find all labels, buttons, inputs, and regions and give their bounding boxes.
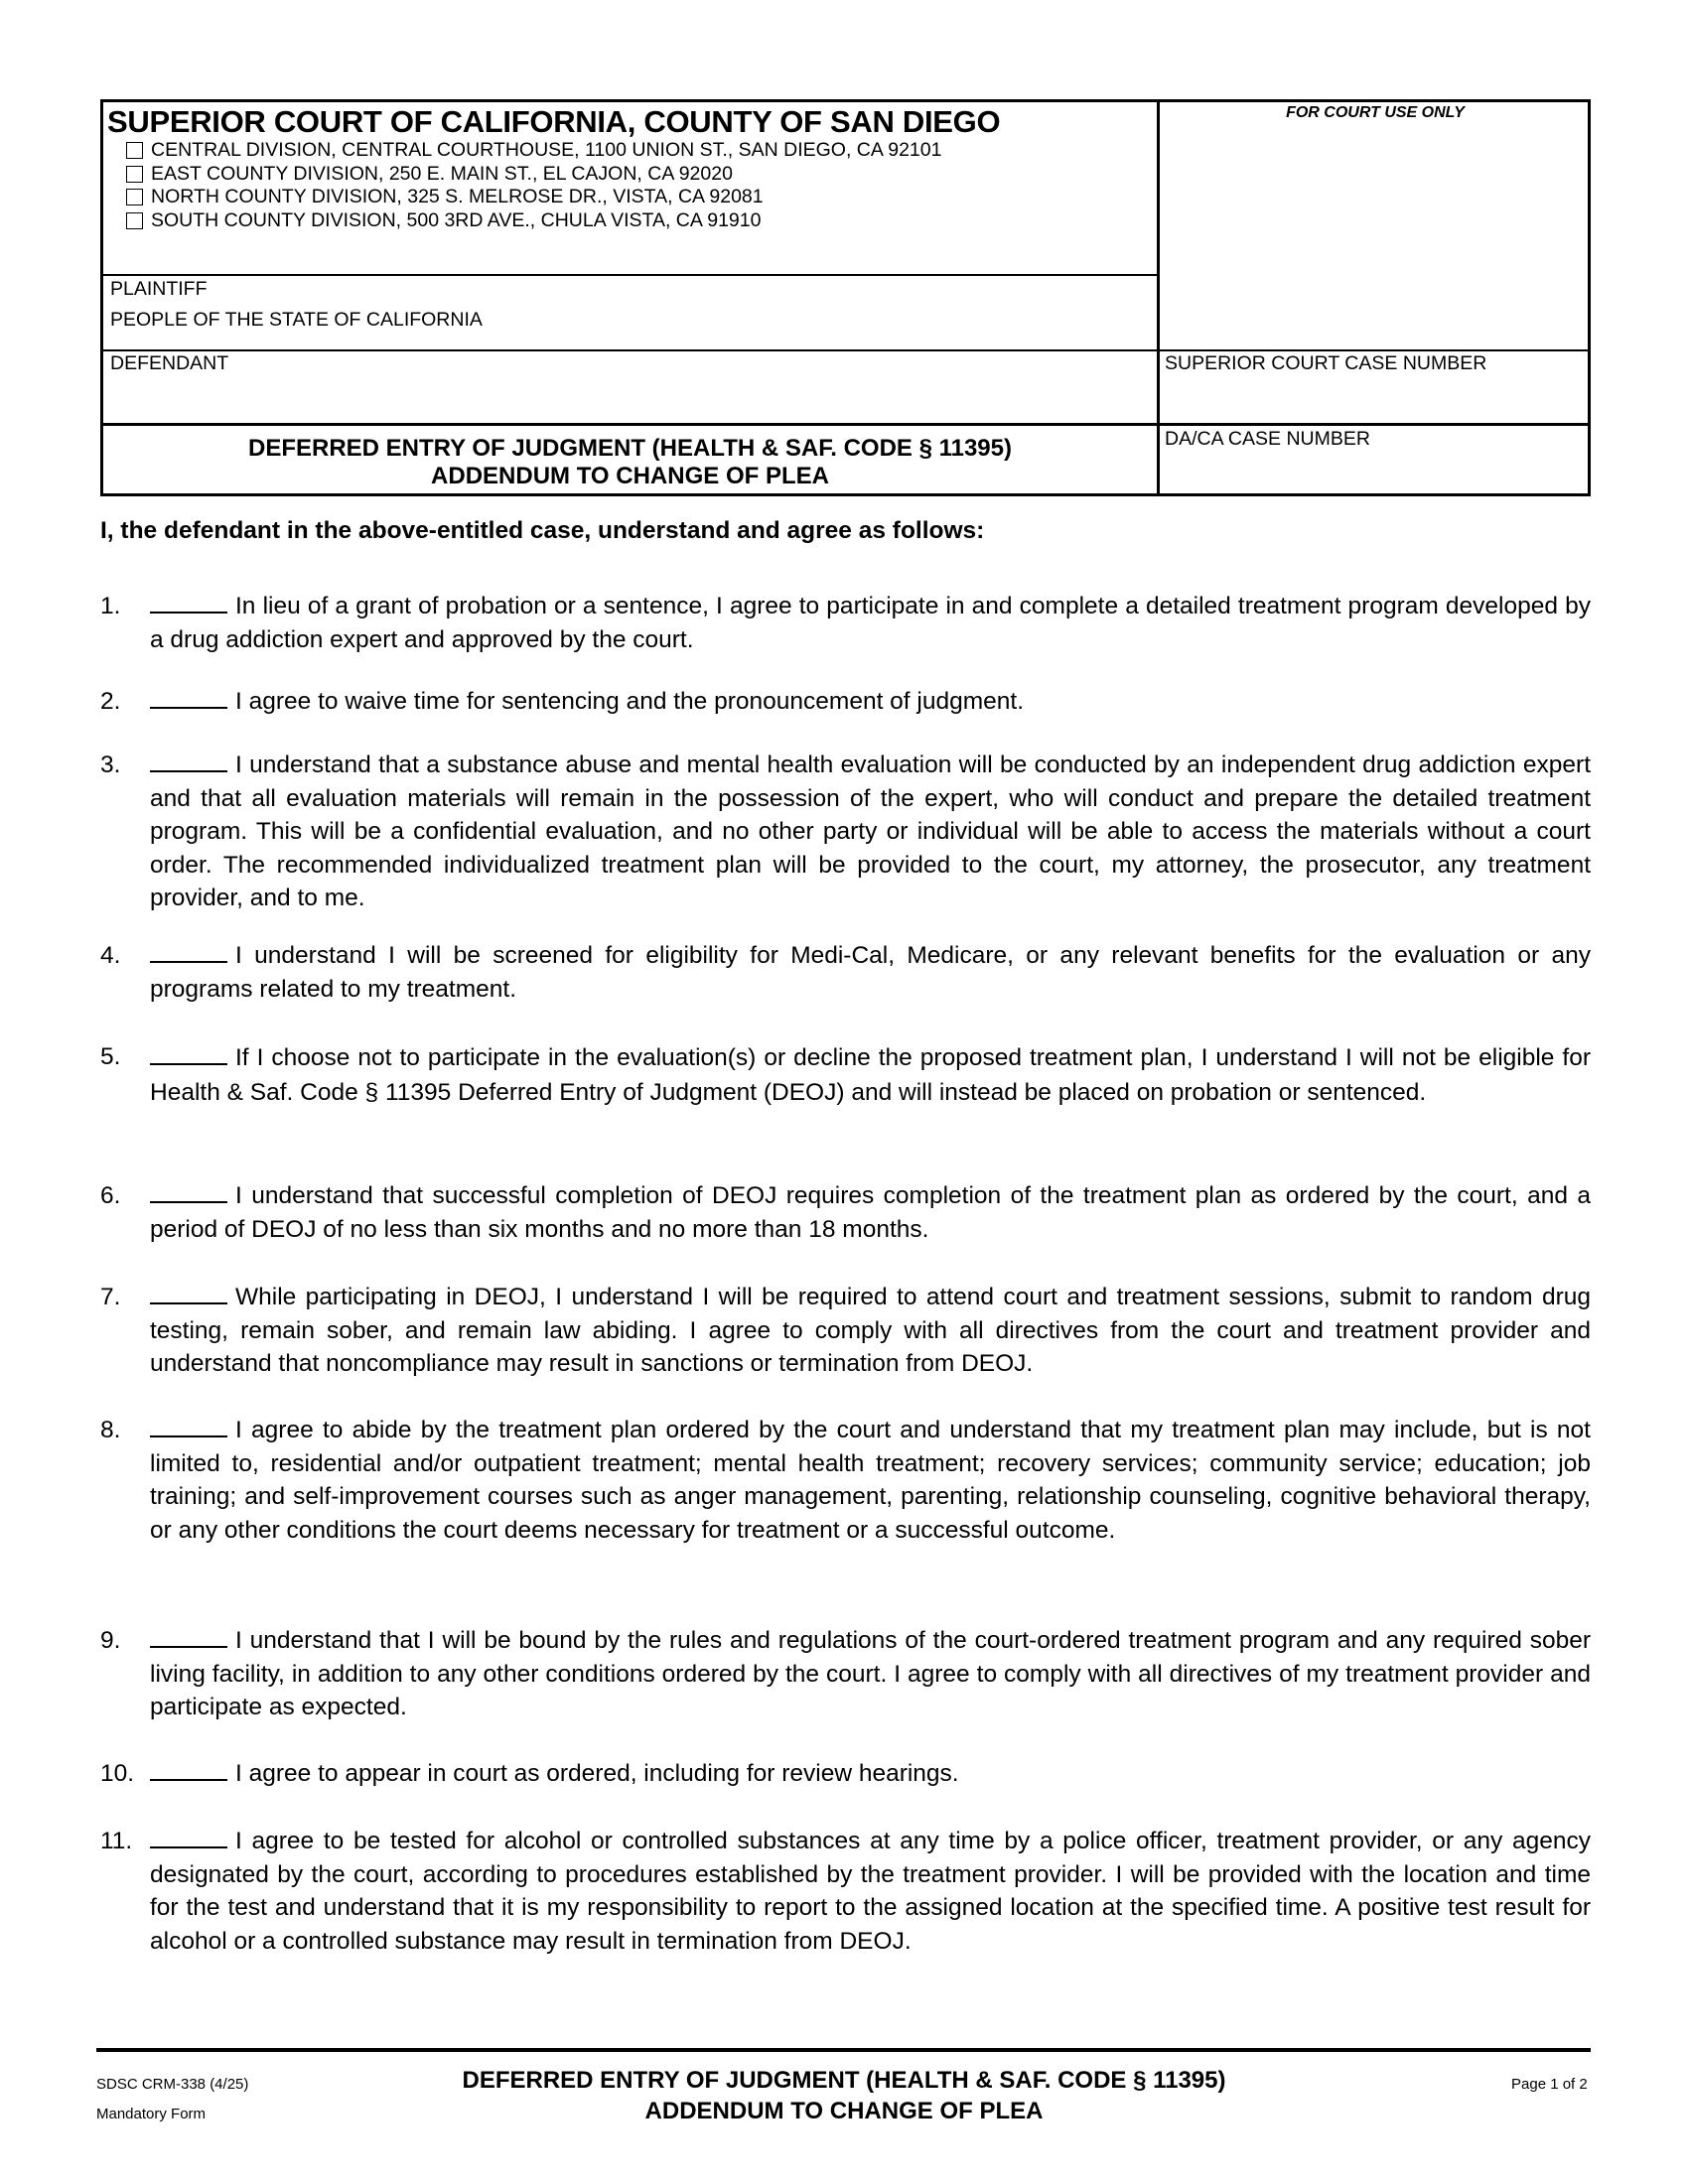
initials-field[interactable]: [150, 749, 227, 772]
document-title-line2: ADDENDUM TO CHANGE OF PLEA: [431, 463, 829, 489]
division-option-north-county[interactable]: [126, 186, 941, 209]
court-use-area: [1160, 126, 1591, 346]
initials-field[interactable]: [150, 1757, 227, 1781]
plaintiff-value: PEOPLE OF THE STATE OF CALIFORNIA: [110, 309, 483, 331]
division-label: CENTRAL DIVISION, CENTRAL COURTHOUSE, 1100 UNION ST., SAN DIEGO, CA 92101: [151, 139, 942, 162]
item-number: 1.: [100, 593, 121, 619]
superior-court-case-number-label: SUPERIOR COURT CASE NUMBER: [1165, 352, 1487, 374]
document-title-line1: DEFERRED ENTRY OF JUDGMENT (HEALTH & SAF. CODE § 11395): [247, 435, 1012, 462]
agreement-item: [100, 1179, 1591, 1246]
initials-field[interactable]: [150, 1179, 227, 1203]
agreement-item: [100, 1281, 1591, 1381]
initials-field[interactable]: [150, 1281, 227, 1304]
divider-line: [103, 349, 1157, 351]
footer-title-line1: DEFERRED ENTRY OF JUDGMENT (HEALTH & SAF. CODE § 11395): [462, 2067, 1226, 2094]
page-number: Page 1 of 2: [1511, 2076, 1588, 2093]
division-label: EAST COUNTY DIVISION, 250 E. MAIN ST., EL CAJON, CA 92020: [151, 162, 733, 185]
initials-field[interactable]: [150, 590, 227, 614]
division-list: [126, 139, 941, 232]
division-label: SOUTH COUNTY DIVISION, 500 3RD AVE., CHULA VISTA, CA 91910: [151, 208, 762, 231]
checkbox-icon[interactable]: [126, 142, 143, 159]
item-text: If I choose not to participate in the evaluation(s) or decline the proposed treatment plan, I understand I will not be eligible for Health & Saf. Code § 11395 Deferred Entry of Judgment (DEOJ) and will instead be placed on probation or sentenced.: [150, 1044, 1591, 1106]
caption-box: [100, 99, 1591, 496]
item-number: 2.: [100, 688, 121, 715]
for-court-use-label: FOR COURT USE ONLY: [1286, 104, 1465, 121]
division-option-central[interactable]: [126, 139, 941, 163]
mandatory-form-label: Mandatory Form: [96, 2106, 207, 2122]
agreement-item: [100, 685, 1591, 719]
item-text: I understand that I will be bound by the rules and regulations of the court-ordered treatment program and any required sober living facility, in addition to any other conditions ordered by the court. I agree to comply with all directives of my treatment provider and participate as expected.: [150, 1627, 1591, 1720]
item-number: 9.: [100, 1627, 121, 1654]
initials-field[interactable]: [150, 1414, 227, 1437]
footer-title: [298, 2065, 1390, 2126]
agreement-item: [100, 1757, 1591, 1791]
item-text: I understand that a substance abuse and mental health evaluation will be conducted by an independent drug addiction expert and that all evaluation materials will remain in the possession of the expert, who will conduct and prepare the detailed treatment program. This will be a confidential evaluation, and no other party or individual will be able to access the materials without a court order. The recommended individualized treatment plan will be provided to the court, my attorney, the prosecutor, any treatment provider, and to me.: [150, 751, 1591, 911]
item-text: I agree to appear in court as ordered, including for review hearings.: [235, 1760, 959, 1787]
item-text: I agree to abide by the treatment plan ordered by the court and understand that my treatment plan may include, but is not limited to, residential and/or outpatient treatment; mental health treatment; recovery services; community service; education; job training; and self-improvement courses such as anger management, parenting, relationship counseling, cognitive behavioral therapy, or any other conditions the court deems necessary for treatment or a successful outcome.: [150, 1417, 1591, 1544]
form-id: SDSC CRM-338 (4/25): [96, 2076, 249, 2093]
agreement-item: [100, 1624, 1591, 1724]
daca-case-number-label: DA/CA CASE NUMBER: [1165, 428, 1370, 450]
division-label: NORTH COUNTY DIVISION, 325 S. MELROSE DR., VISTA, CA 92081: [151, 186, 764, 208]
item-number: 6.: [100, 1182, 121, 1209]
item-text: I understand that successful completion of DEOJ requires completion of the treatment plan as ordered by the court, and a period of DEOJ of no less than six months and no more than 18 months.: [150, 1182, 1591, 1243]
item-number: 4.: [100, 942, 121, 969]
agreement-item: [100, 1414, 1591, 1547]
item-text: In lieu of a grant of probation or a sentence, I agree to participate in and complete a detailed treatment program developed by a drug addiction expert and approved by the court.: [150, 593, 1591, 653]
divider-line: [103, 274, 1157, 276]
checkbox-icon[interactable]: [126, 212, 143, 229]
initials-field[interactable]: [150, 1041, 227, 1065]
divider-line: [103, 423, 1157, 426]
checkbox-icon[interactable]: [126, 189, 143, 205]
initials-field[interactable]: [150, 939, 227, 963]
defendant-field[interactable]: [110, 378, 1148, 418]
item-text: I agree to be tested for alcohol or controlled substances at any time by a police officer, treatment provider, or any agency designated by the court, according to procedures established by the treatment provider. I will be provided with the location and time for the test and understand that it is my responsibility to report to the assigned location at the specified time. A positive test result for alcohol or a controlled substance may result in termination from DEOJ.: [150, 1828, 1591, 1955]
divider-line: [1160, 349, 1591, 351]
agreement-item: [100, 1825, 1591, 1958]
division-option-east-county[interactable]: [126, 163, 941, 187]
agreement-item: [100, 590, 1591, 656]
item-number: 11.: [100, 1828, 133, 1854]
plaintiff-label: PLAINTIFF: [110, 278, 208, 300]
checkbox-icon[interactable]: [126, 166, 143, 183]
daca-case-number-field[interactable]: [1165, 452, 1582, 491]
initials-field[interactable]: [150, 685, 227, 709]
item-number: 10.: [100, 1760, 135, 1787]
initials-field[interactable]: [150, 1624, 227, 1648]
item-text: I agree to waive time for sentencing and the pronouncement of judgment.: [235, 688, 1025, 715]
footer-divider: [96, 2048, 1591, 2052]
item-number: 7.: [100, 1284, 121, 1310]
footer-title-line2: ADDENDUM TO CHANGE OF PLEA: [644, 2098, 1044, 2124]
item-number: 3.: [100, 751, 121, 778]
superior-court-case-number-field[interactable]: [1165, 378, 1582, 418]
agreement-item: [100, 939, 1591, 1006]
item-number: 5.: [100, 1043, 121, 1070]
division-option-south-county[interactable]: [126, 209, 941, 233]
item-number: 8.: [100, 1417, 121, 1443]
agreement-item: [100, 1040, 1591, 1110]
court-title: SUPERIOR COURT OF CALIFORNIA, COUNTY OF SAN DIEGO: [107, 104, 1001, 139]
agreement-item: [100, 749, 1591, 915]
document-title: [103, 435, 1157, 490]
item-text: While participating in DEOJ, I understand I will be required to attend court and treatment sessions, submit to random drug testing, remain sober, and remain law abiding. I agree to comply with all directives from the court and treatment provider and understand that noncompliance may result in sanctions or termination from DEOJ.: [150, 1284, 1591, 1377]
divider-line: [1160, 423, 1591, 426]
defendant-label: DEFENDANT: [110, 352, 229, 374]
intro-statement: I, the defendant in the above-entitled case, understand and agree as follows:: [100, 517, 985, 544]
initials-field[interactable]: [150, 1825, 227, 1848]
item-text: I understand I will be screened for eligibility for Medi-Cal, Medicare, or any relevant benefits for the evaluation or any programs related to my treatment.: [150, 942, 1591, 1003]
